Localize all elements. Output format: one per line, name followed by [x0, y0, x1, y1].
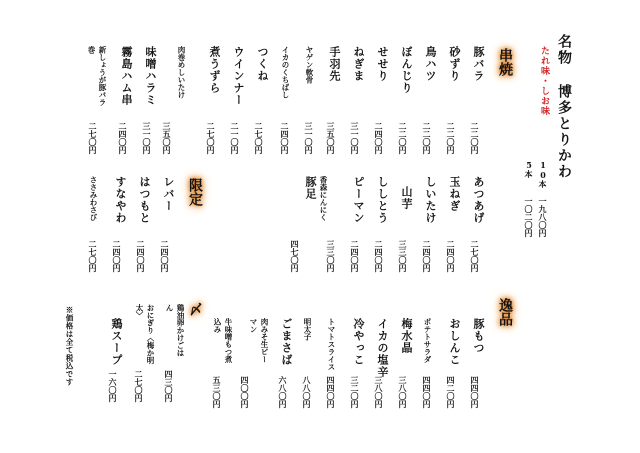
kushiyaki-price: 二四〇円 [280, 122, 290, 154]
kushiyaki-price: 二七〇円 [88, 122, 98, 154]
ippin-price: 四四〇円 [422, 376, 432, 408]
ippin-price: 五三〇円 [212, 376, 222, 408]
kushiyaki-name: ねぎま [352, 46, 365, 82]
kushiyaki-name: 新しょうが豚バラ巻 [87, 46, 107, 106]
qty-5: 5本 [524, 160, 534, 178]
ippin-name: イカの塩辛 [376, 318, 389, 378]
shime-name: おにぎり〈梅か明太〉 [135, 304, 155, 364]
price-10: 一九八〇円 [538, 197, 548, 237]
kushiyaki-name: 霧島ハム串 [120, 46, 133, 106]
kushiyaki-name: 肉巻めしいたけ [177, 46, 186, 99]
section-badge-ippin: 逸品 [497, 298, 513, 326]
kushiyaki-price: 三一〇円 [350, 122, 360, 154]
ippin-name: 明太子 [303, 318, 312, 341]
ippin-name: トマトスライス [327, 318, 336, 371]
yasai-price: 二四〇円 [422, 240, 432, 272]
section-badge-shime: 〆 [187, 302, 203, 316]
tax-note: ※価格は全て税込です [65, 306, 74, 386]
ippin-price: 三二〇円 [350, 376, 360, 408]
kushiyaki-price: 三一〇円 [142, 122, 152, 154]
ippin-price: 四二〇円 [446, 376, 456, 408]
ippin-price: 三八〇円 [374, 376, 384, 408]
yasai-price: 三三〇円 [398, 240, 408, 272]
qty-10: 10本 [538, 160, 548, 188]
ippin-name: ポテトサラダ [423, 318, 432, 363]
gentei-price: 二四〇円 [112, 240, 122, 272]
kushiyaki-name: 砂ずり [448, 46, 461, 82]
gentei-name: すなやわ [114, 176, 127, 224]
yasai-price: 二四〇円 [446, 240, 456, 272]
kushiyaki-name: 味噌ハラミ [144, 46, 157, 106]
yasai-price: 二七〇円 [470, 240, 480, 272]
kushiyaki-price: 二四〇円 [374, 122, 384, 154]
yasai-price: 二四〇円 [374, 240, 384, 272]
yasai-name: 香森にんにく [319, 176, 328, 221]
gentei-name: はつもと [138, 176, 151, 224]
menu-title: 名物 博多とりかわ [556, 34, 572, 180]
yasai-name: ささみわさび [89, 176, 98, 221]
kushiyaki-price: 二二〇円 [422, 122, 432, 154]
kushiyaki-name: 豚バラ [472, 46, 485, 82]
ippin-name: 冷やっこ [352, 318, 365, 366]
ippin-price: 四四〇円 [470, 376, 480, 408]
kushiyaki-name: イカのくちばし [281, 46, 290, 99]
kushiyaki-name: 鳥ハツ [424, 46, 437, 82]
kushiyaki-price: 二一〇円 [230, 122, 240, 154]
kushiyaki-price: 三五〇円 [162, 122, 172, 154]
shime-price: 一六〇円 [108, 370, 118, 402]
yasai-name: ピーマン [352, 176, 365, 224]
kushiyaki-price: 二二〇円 [446, 122, 456, 154]
kushiyaki-name: 煮うずら [208, 46, 221, 94]
ippin-price: 四〇〇円 [240, 376, 250, 408]
shime-price: 二七〇円 [134, 370, 144, 402]
gentei-name: レバー [162, 176, 175, 212]
section-badge-kushiyaki: 串焼 [497, 48, 513, 76]
yasai-price: 三三〇円 [326, 240, 336, 272]
price-5: 一〇二〇円 [524, 197, 534, 237]
shime-price: 四三〇円 [164, 370, 174, 402]
gentei-price: 二四〇円 [160, 240, 170, 272]
yasai-price: 四七〇円 [290, 240, 300, 272]
ippin-price: 六八〇円 [278, 376, 288, 408]
kushiyaki-price: 二七〇円 [254, 122, 264, 154]
ippin-name: 肉みそ生ピーマン [249, 318, 269, 363]
kushiyaki-price: 二二〇円 [398, 122, 408, 154]
yasai-name: 玉ねぎ [448, 176, 461, 212]
yasai-name: しいたけ [424, 176, 437, 224]
kushiyaki-price: 二二〇円 [470, 122, 480, 154]
kushiyaki-name: つくね [256, 46, 269, 82]
kushiyaki-name: ヤゲン軟骨 [305, 46, 314, 84]
ippin-name: 豚もつ [472, 318, 485, 354]
ippin-price: 四四〇円 [326, 376, 336, 408]
kushiyaki-price: 三一〇円 [304, 122, 314, 154]
kushiyaki-name: せせり [376, 46, 389, 82]
kushiyaki-price: 二四〇円 [118, 122, 128, 154]
yasai-name: あつあげ [472, 176, 485, 224]
yasai-name: 豚足 [304, 176, 317, 200]
ippin-name: 梅水晶 [400, 318, 413, 354]
ippin-price: 三八〇円 [398, 376, 408, 408]
yasai-name: 山芋 [400, 186, 413, 210]
shime-name: 鶏油卵かけごはん [165, 304, 185, 357]
kushiyaki-price: 二七〇円 [206, 122, 216, 154]
kushiyaki-name: ウインナー [232, 46, 245, 106]
shime-name: 鶏スープ [110, 318, 123, 366]
yasai-price: 二七〇円 [88, 240, 98, 272]
ippin-name: おしんこ [448, 318, 461, 366]
kushiyaki-name: ぼんじり [400, 46, 413, 94]
yasai-name: ししとう [376, 176, 389, 224]
gentei-price: 二四〇円 [136, 240, 146, 272]
flavor-label: たれ味・しお味 [539, 46, 549, 116]
kushiyaki-name: 手羽先 [328, 46, 341, 82]
section-badge-gentei: 限定 [187, 178, 203, 206]
ippin-name: ごまさば [280, 318, 293, 366]
ippin-price: 八八〇円 [302, 376, 312, 408]
ippin-name: 牛味噌もつ煮込み [213, 318, 233, 363]
kushiyaki-price: 三五〇円 [326, 122, 336, 154]
yasai-price: 二四〇円 [350, 240, 360, 272]
